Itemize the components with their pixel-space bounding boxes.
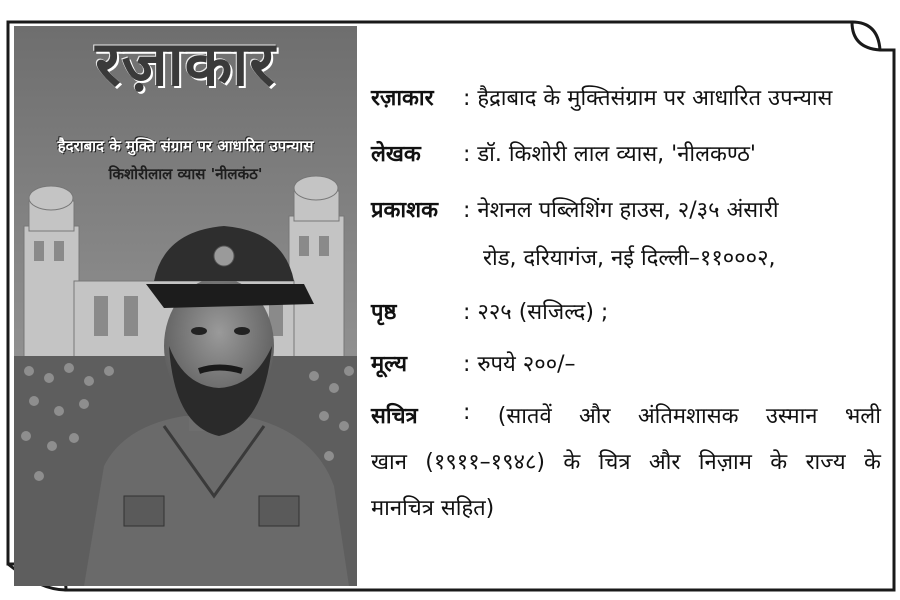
illustrated-word: राज्य (805, 450, 846, 475)
title-value: : हैद्राबाद के मुक्तिसंग्राम पर आधारित उपन्यास (463, 86, 833, 111)
publisher-value-line-2: रोड, दरियागंज, नई दिल्ली–११०००२, (483, 246, 776, 271)
illustrated-word: निज़ाम (698, 450, 752, 475)
illustrated-line-2 (371, 446, 881, 476)
illustrated-word: चित्र (598, 450, 631, 475)
title-label: रज़ाकार (371, 86, 434, 111)
price-label: मूल्य (371, 352, 407, 377)
illustrated-word: और (579, 404, 611, 429)
illustrated-label: सचित्र (371, 404, 418, 429)
cover-title: रज़ाकार (95, 27, 276, 100)
cover-author: किशोरीलाल व्यास 'नीलकंठ' (108, 165, 263, 183)
book-cover (14, 26, 357, 586)
author-value: : डॉ. किशोरी लाल व्यास, 'नीलकण्ठ' (463, 142, 756, 167)
illustrated-word: उस्मान (765, 404, 818, 429)
illustrated-word: : (463, 400, 471, 425)
author-label: लेखक (371, 142, 421, 167)
illustrated-word: (सातवें (497, 404, 552, 429)
illustrated-word: अंतिमशासक (637, 404, 739, 429)
illustrated-line-3: मानचित्र सहित) (371, 496, 495, 521)
illustrated-line-1 (463, 400, 881, 430)
pages-label: पृष्ठ (371, 300, 397, 325)
illustrated-word: भली (844, 404, 881, 429)
illustrated-word: के (864, 450, 881, 475)
illustrated-word: के (563, 450, 581, 475)
illustrated-word: (१९११–१९४८) (425, 450, 545, 475)
cover-illustration (14, 26, 357, 586)
illustrated-word: खान (371, 450, 407, 475)
publisher-value-line-1: : नेशनल पब्लिशिंग हाउस, २/३५ अंसारी (463, 198, 779, 223)
price-value: : रुपये २००/– (463, 352, 576, 377)
publisher-label: प्रकाशक (371, 198, 438, 223)
illustrated-word: के (770, 450, 788, 475)
cover-subtitle: हैदराबाद के मुक्ति संग्राम पर आधारित उपन्यास (57, 137, 314, 155)
pages-value: : २२५ (सजिल्द) ; (463, 300, 609, 325)
illustrated-word: और (648, 450, 681, 475)
